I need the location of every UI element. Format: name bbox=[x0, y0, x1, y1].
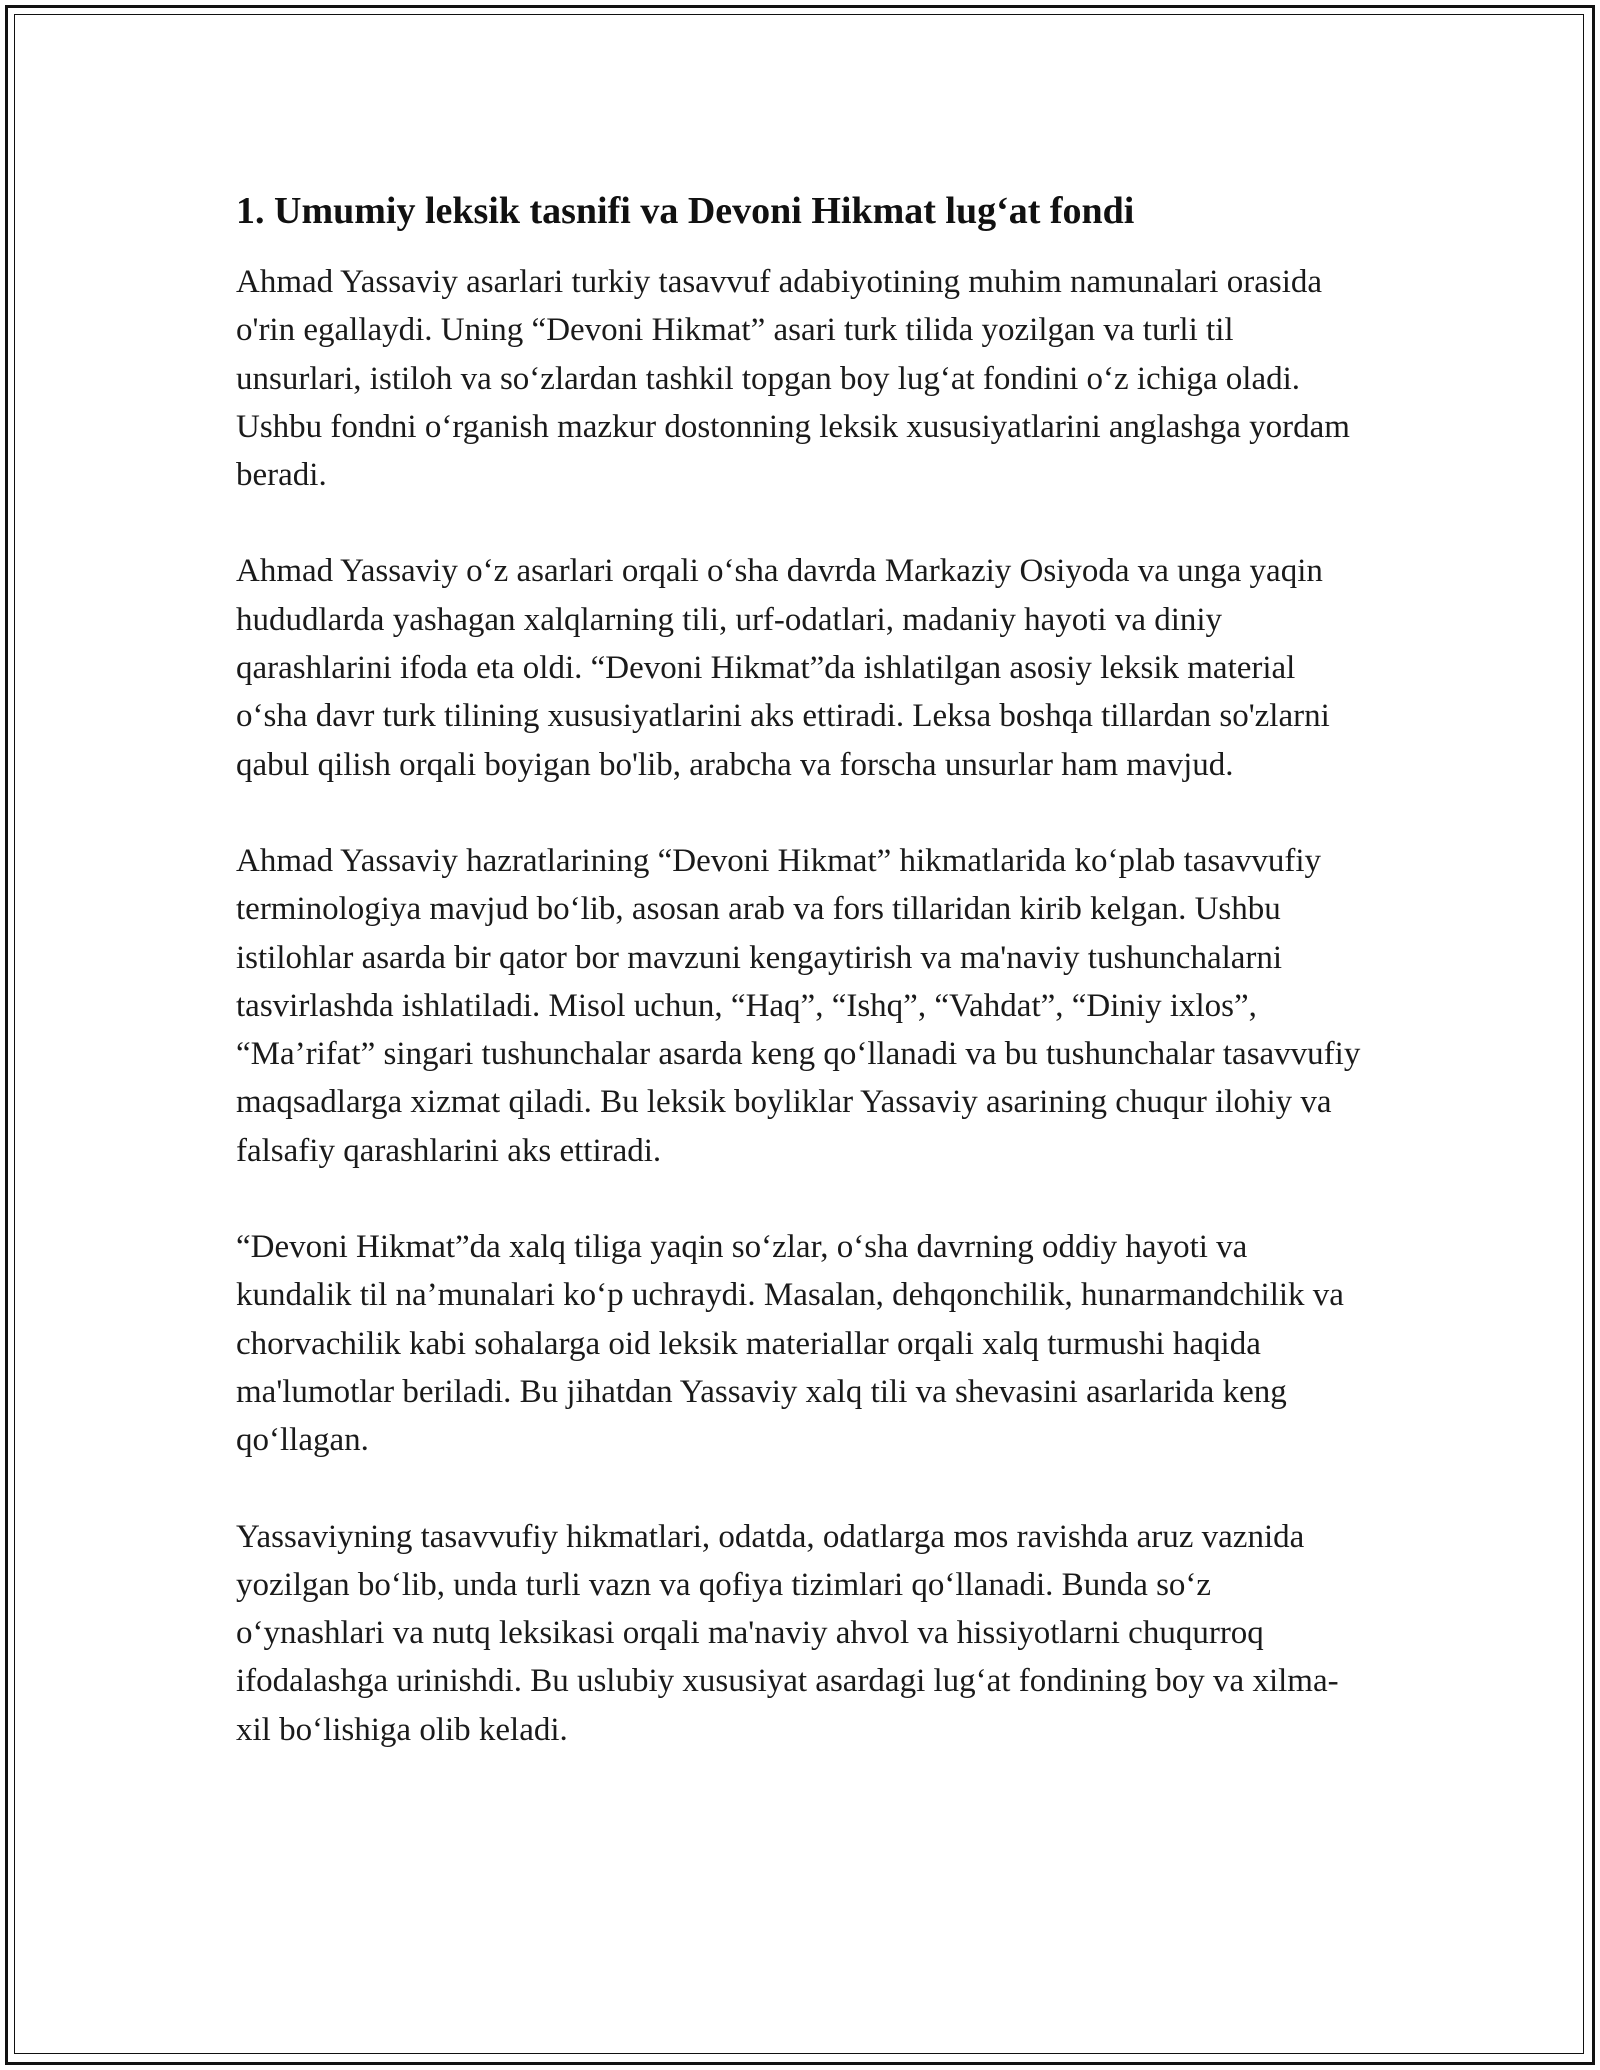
paragraph-2: Ahmad Yassaviy o‘z asarlari orqali o‘sha davrda Markaziy Osiyoda va unga yaqin hududlarda yashagan xalqlarning tili, urf-odatlari, madaniy hayoti va diniy qarashlarini ifoda eta oldi. “Devoni Hikmat”da ishlatilgan asosiy leksik material o‘sha davr turk tilining xususiyatlarini aks ettiradi. Leksa boshqa tillardan so'zlarni qabul qilish orqali boyigan bo'lib, arabcha va forscha unsurlar ham mavjud. bbox=[236, 553, 1330, 783]
paragraph-3: Ahmad Yassaviy hazratlarining “Devoni Hikmat” hikmatlarida ko‘plab tasavvufiy terminologiya mavjud bo‘lib, asosan arab va fors tillaridan kirib kelgan. Ushbu istilohlar asarda bir qator bor mavzuni kengaytirish va ma'naviy tushunchalarni tasvirlashda ishlatiladi. Misol uchun, “Haq”, “Ishq”, “Vahdat”, “Diniy ixlos”, “Ma’rifat” singari tushunchalar asarda keng qo‘llanadi va bu tushunchalar tasavvufiy maqsadlarga xizmat qiladi. Bu leksik boyliklar Yassaviy asarining chuqur ilohiy va falsafiy qarashlarini aks ettiradi. bbox=[236, 842, 1361, 1169]
document-body bbox=[236, 186, 1366, 1802]
paragraph-4: “Devoni Hikmat”da xalq tiliga yaqin so‘zlar, o‘sha davrning oddiy hayoti va kundalik til na’munalari ko‘p uchraydi. Masalan, dehqonchilik, hunarmandchilik va chorvachilik kabi sohalarga oid leksik materiallar orqali xalq turmushi haqida ma'lumotlar beriladi. Bu jihatdan Yassaviy xalq tili va shevasini asarlarida keng qo‘llagan. bbox=[236, 1229, 1344, 1459]
paragraph-1: Ahmad Yassaviy asarlari turkiy tasavvuf adabiyotining muhim namunalari orasida o'rin egallaydi. Uning “Devoni Hikmat” asari turk tilida yozilgan va turli til unsurlari, istiloh va so‘zlardan tashkil topgan boy lug‘at fondini o‘z ichiga oladi. Ushbu fondni o‘rganish mazkur dostonning leksik xususiyatlarini anglashga yordam beradi. bbox=[236, 264, 1350, 494]
paragraph-5: Yassaviyning tasavvufiy hikmatlari, odatda, odatlarga mos ravishda aruz vaznida yozilgan bo‘lib, unda turli vazn va qofiya tizimlari qo‘llanadi. Bunda so‘z o‘ynashlari va nutq leksikasi orqali ma'naviy ahvol va hissiyotlarni chuqurroq ifodalashga urinishdi. Bu uslubiy xususiyat asardagi lug‘at fondining boy va xilma-xil bo‘lishiga olib keladi. bbox=[236, 1518, 1339, 1748]
section-heading: 1. Umumiy leksik tasnifi va Devoni Hikmat lug‘at fondi bbox=[236, 190, 1135, 232]
